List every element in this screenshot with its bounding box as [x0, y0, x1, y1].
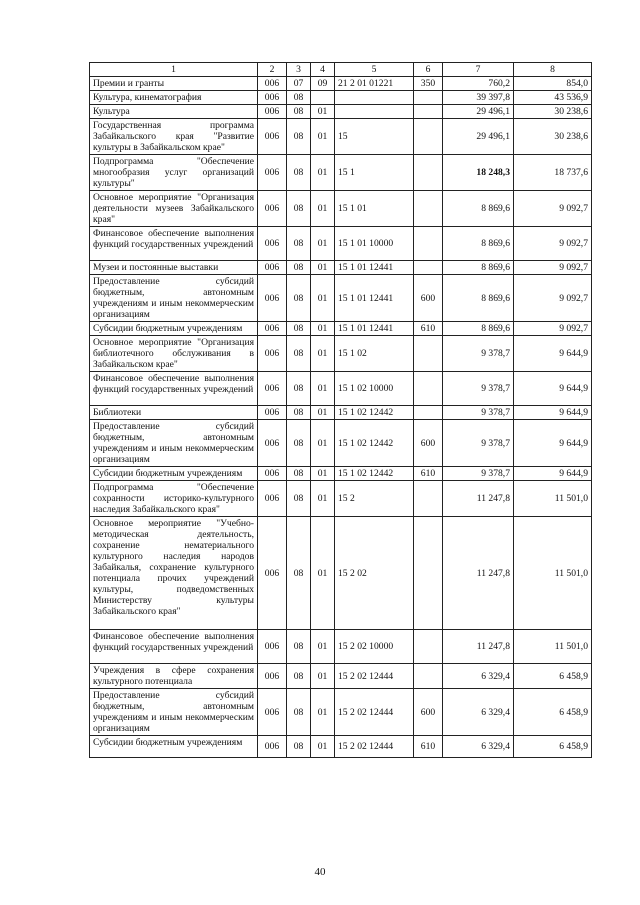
- cell-subsection: 09: [311, 77, 335, 91]
- cell-subsection: 01: [311, 406, 335, 420]
- cell-target-article: 15: [335, 119, 414, 155]
- cell-name: Предоставление субсидий бюджетным, автономным учреждениям и иным некоммерческим организациям: [90, 275, 258, 322]
- cell-subsection: 01: [311, 630, 335, 664]
- cell-subsection: 01: [311, 467, 335, 481]
- cell-subsection: 01: [311, 155, 335, 191]
- cell-section: 08: [287, 420, 311, 467]
- cell-expense-type: 600: [414, 689, 443, 736]
- cell-expense-type: [414, 664, 443, 689]
- cell-name: Основное мероприятие "Организация библиотечного обслуживания в Забайкальском крае": [90, 336, 258, 372]
- header-cell-expense-type: 6: [414, 63, 443, 77]
- cell-ministry-code: 006: [258, 77, 287, 91]
- cell-name: Культура, кинематография: [90, 91, 258, 105]
- cell-sum-col-8: 9 092,7: [514, 227, 592, 261]
- cell-ministry-code: 006: [258, 261, 287, 275]
- cell-expense-type: 600: [414, 420, 443, 467]
- cell-ministry-code: 006: [258, 119, 287, 155]
- cell-name: Государственная программа Забайкальского края "Развитие культуры в Забайкальском крае": [90, 119, 258, 155]
- cell-expense-type: [414, 191, 443, 227]
- cell-sum-col-8: 9 092,7: [514, 275, 592, 322]
- cell-ministry-code: 006: [258, 467, 287, 481]
- cell-sum-col-7: 18 248,3: [443, 155, 514, 191]
- header-cell-ministry-code: 2: [258, 63, 287, 77]
- cell-name: Основное мероприятие "Учебно-методическая деятельность, сохранение нематериального культурного наследия народов Забайкалья, сохранение культурного потенциала прочих учреждений культуры, подведомственных Министерству культуры Забайкальского края": [90, 517, 258, 630]
- cell-target-article: 15 1 02: [335, 336, 414, 372]
- cell-sum-col-7: 9 378,7: [443, 372, 514, 406]
- cell-sum-col-7: 6 329,4: [443, 689, 514, 736]
- cell-expense-type: 610: [414, 322, 443, 336]
- table-row: [90, 261, 592, 275]
- cell-target-article: 21 2 01 01221: [335, 77, 414, 91]
- header-cell-sum-col-8: 8: [514, 63, 592, 77]
- cell-sum-col-8: 9 092,7: [514, 191, 592, 227]
- cell-sum-col-8: 30 238,6: [514, 119, 592, 155]
- cell-name: Премии и гранты: [90, 77, 258, 91]
- cell-sum-col-7: 9 378,7: [443, 406, 514, 420]
- cell-name: Учреждения в сфере сохранения культурного потенциала: [90, 664, 258, 689]
- cell-target-article: 15 1 02 12442: [335, 406, 414, 420]
- cell-name: Субсидии бюджетным учреждениям: [90, 322, 258, 336]
- cell-name: Финансовое обеспечение выполнения функций государственных учреждений: [90, 630, 258, 664]
- cell-sum-col-8: 18 737,6: [514, 155, 592, 191]
- cell-expense-type: 610: [414, 467, 443, 481]
- cell-ministry-code: 006: [258, 736, 287, 758]
- cell-ministry-code: 006: [258, 372, 287, 406]
- cell-section: 08: [287, 119, 311, 155]
- cell-ministry-code: 006: [258, 517, 287, 630]
- cell-target-article: 15 2 02 12444: [335, 664, 414, 689]
- cell-expense-type: [414, 227, 443, 261]
- cell-subsection: 01: [311, 105, 335, 119]
- cell-section: 08: [287, 191, 311, 227]
- cell-sum-col-7: 8 869,6: [443, 322, 514, 336]
- cell-sum-col-7: 8 869,6: [443, 227, 514, 261]
- cell-sum-col-7: 760,2: [443, 77, 514, 91]
- table-row: [90, 191, 592, 227]
- table-row: [90, 119, 592, 155]
- cell-ministry-code: 006: [258, 91, 287, 105]
- cell-target-article: [335, 91, 414, 105]
- cell-ministry-code: 006: [258, 227, 287, 261]
- table-row: [90, 336, 592, 372]
- cell-subsection: [311, 91, 335, 105]
- cell-section: 07: [287, 77, 311, 91]
- cell-sum-col-8: 43 536,9: [514, 91, 592, 105]
- cell-expense-type: [414, 105, 443, 119]
- cell-sum-col-7: 8 869,6: [443, 275, 514, 322]
- cell-ministry-code: 006: [258, 191, 287, 227]
- header-cell-target-article: 5: [335, 63, 414, 77]
- cell-name: Субсидии бюджетным учреждениям: [90, 467, 258, 481]
- cell-ministry-code: 006: [258, 336, 287, 372]
- cell-sum-col-8: 11 501,0: [514, 517, 592, 630]
- cell-section: 08: [287, 275, 311, 322]
- cell-sum-col-8: 9 644,9: [514, 372, 592, 406]
- cell-expense-type: [414, 630, 443, 664]
- table-row: [90, 736, 592, 758]
- table-row: [90, 630, 592, 664]
- cell-subsection: 01: [311, 322, 335, 336]
- cell-subsection: 01: [311, 481, 335, 517]
- table-row: [90, 77, 592, 91]
- cell-section: 08: [287, 372, 311, 406]
- cell-name: Библиотеки: [90, 406, 258, 420]
- cell-sum-col-8: 9 644,9: [514, 336, 592, 372]
- cell-sum-col-8: 9 092,7: [514, 261, 592, 275]
- cell-expense-type: [414, 336, 443, 372]
- cell-target-article: 15 2 02 12444: [335, 736, 414, 758]
- cell-section: 08: [287, 664, 311, 689]
- cell-target-article: 15 2 02: [335, 517, 414, 630]
- cell-sum-col-7: 11 247,8: [443, 630, 514, 664]
- budget-table: [89, 62, 592, 758]
- cell-sum-col-8: 6 458,9: [514, 689, 592, 736]
- header-cell-subsection: 4: [311, 63, 335, 77]
- cell-expense-type: [414, 119, 443, 155]
- cell-ministry-code: 006: [258, 481, 287, 517]
- cell-target-article: 15 2 02 12444: [335, 689, 414, 736]
- cell-target-article: 15 2 02 10000: [335, 630, 414, 664]
- cell-expense-type: [414, 261, 443, 275]
- table-row: [90, 467, 592, 481]
- cell-name: Субсидии бюджетным учреждениям: [90, 736, 258, 758]
- cell-target-article: 15 1 01 12441: [335, 322, 414, 336]
- cell-subsection: 01: [311, 261, 335, 275]
- cell-sum-col-8: 9 644,9: [514, 406, 592, 420]
- table-row: [90, 372, 592, 406]
- cell-ministry-code: 006: [258, 420, 287, 467]
- cell-target-article: 15 1 02 12442: [335, 420, 414, 467]
- cell-sum-col-7: 8 869,6: [443, 261, 514, 275]
- cell-sum-col-8: 9 644,9: [514, 420, 592, 467]
- cell-sum-col-7: 11 247,8: [443, 517, 514, 630]
- cell-subsection: 01: [311, 227, 335, 261]
- cell-section: 08: [287, 105, 311, 119]
- cell-section: 08: [287, 261, 311, 275]
- cell-ministry-code: 006: [258, 406, 287, 420]
- cell-sum-col-7: 9 378,7: [443, 336, 514, 372]
- cell-name: Подпрограмма "Обеспечение сохранности историко-культурного наследия Забайкальского края": [90, 481, 258, 517]
- table-row: [90, 481, 592, 517]
- cell-section: 08: [287, 336, 311, 372]
- cell-section: 08: [287, 517, 311, 630]
- cell-subsection: 01: [311, 275, 335, 322]
- cell-expense-type: [414, 91, 443, 105]
- table-row: [90, 105, 592, 119]
- table-body: [90, 63, 592, 758]
- cell-target-article: [335, 105, 414, 119]
- table-header-row: [90, 63, 592, 77]
- cell-expense-type: [414, 372, 443, 406]
- cell-sum-col-7: 39 397,8: [443, 91, 514, 105]
- cell-target-article: 15 1 02 10000: [335, 372, 414, 406]
- cell-subsection: 01: [311, 664, 335, 689]
- cell-target-article: 15 1 01 12441: [335, 261, 414, 275]
- cell-section: 08: [287, 406, 311, 420]
- cell-expense-type: [414, 155, 443, 191]
- cell-ministry-code: 006: [258, 105, 287, 119]
- header-cell-name: 1: [90, 63, 258, 77]
- cell-subsection: 01: [311, 420, 335, 467]
- table-row: [90, 420, 592, 467]
- cell-sum-col-7: 11 247,8: [443, 481, 514, 517]
- cell-subsection: 01: [311, 336, 335, 372]
- cell-sum-col-7: 6 329,4: [443, 736, 514, 758]
- cell-name: Подпрограмма "Обеспечение многообразия услуг организаций культуры": [90, 155, 258, 191]
- cell-ministry-code: 006: [258, 322, 287, 336]
- cell-section: 08: [287, 227, 311, 261]
- cell-sum-col-8: 30 238,6: [514, 105, 592, 119]
- cell-expense-type: [414, 481, 443, 517]
- cell-sum-col-7: 29 496,1: [443, 119, 514, 155]
- cell-name: Культура: [90, 105, 258, 119]
- cell-expense-type: 350: [414, 77, 443, 91]
- cell-section: 08: [287, 91, 311, 105]
- cell-section: 08: [287, 155, 311, 191]
- cell-section: 08: [287, 630, 311, 664]
- cell-ministry-code: 006: [258, 275, 287, 322]
- cell-sum-col-8: 6 458,9: [514, 664, 592, 689]
- table-row: [90, 275, 592, 322]
- table-row: [90, 227, 592, 261]
- cell-subsection: 01: [311, 689, 335, 736]
- cell-target-article: 15 1 01 10000: [335, 227, 414, 261]
- cell-expense-type: 610: [414, 736, 443, 758]
- cell-section: 08: [287, 736, 311, 758]
- cell-target-article: 15 1 01 12441: [335, 275, 414, 322]
- cell-name: Предоставление субсидий бюджетным, автономным учреждениям и иным некоммерческим организациям: [90, 689, 258, 736]
- cell-section: 08: [287, 689, 311, 736]
- header-cell-sum-col-7: 7: [443, 63, 514, 77]
- cell-sum-col-7: 6 329,4: [443, 664, 514, 689]
- page-number: 40: [314, 866, 326, 878]
- cell-name: Предоставление субсидий бюджетным, автономным учреждениям и иным некоммерческим организациям: [90, 420, 258, 467]
- cell-sum-col-7: 9 378,7: [443, 420, 514, 467]
- cell-sum-col-8: 9 644,9: [514, 467, 592, 481]
- cell-target-article: 15 1: [335, 155, 414, 191]
- cell-sum-col-8: 11 501,0: [514, 630, 592, 664]
- cell-subsection: 01: [311, 119, 335, 155]
- cell-name: Музеи и постоянные выставки: [90, 261, 258, 275]
- cell-subsection: 01: [311, 191, 335, 227]
- table-row: [90, 689, 592, 736]
- cell-ministry-code: 006: [258, 689, 287, 736]
- cell-sum-col-7: 29 496,1: [443, 105, 514, 119]
- cell-expense-type: [414, 517, 443, 630]
- cell-target-article: 15 1 01: [335, 191, 414, 227]
- cell-sum-col-8: 6 458,9: [514, 736, 592, 758]
- cell-subsection: 01: [311, 372, 335, 406]
- cell-subsection: 01: [311, 517, 335, 630]
- cell-name: Финансовое обеспечение выполнения функций государственных учреждений: [90, 372, 258, 406]
- cell-ministry-code: 006: [258, 155, 287, 191]
- table-row: [90, 406, 592, 420]
- cell-sum-col-7: 8 869,6: [443, 191, 514, 227]
- table-row: [90, 517, 592, 630]
- cell-sum-col-8: 9 092,7: [514, 322, 592, 336]
- table-row: [90, 155, 592, 191]
- cell-expense-type: 600: [414, 275, 443, 322]
- cell-name: Финансовое обеспечение выполнения функций государственных учреждений: [90, 227, 258, 261]
- cell-target-article: 15 1 02 12442: [335, 467, 414, 481]
- cell-target-article: 15 2: [335, 481, 414, 517]
- cell-sum-col-8: 11 501,0: [514, 481, 592, 517]
- cell-section: 08: [287, 481, 311, 517]
- cell-sum-col-7: 9 378,7: [443, 467, 514, 481]
- cell-section: 08: [287, 322, 311, 336]
- header-cell-section: 3: [287, 63, 311, 77]
- table-row: [90, 664, 592, 689]
- cell-section: 08: [287, 467, 311, 481]
- cell-subsection: 01: [311, 736, 335, 758]
- table-row: [90, 91, 592, 105]
- table-row: [90, 322, 592, 336]
- cell-name: Основное мероприятие "Организация деятельности музеев Забайкальского края": [90, 191, 258, 227]
- cell-ministry-code: 006: [258, 664, 287, 689]
- cell-sum-col-8: 854,0: [514, 77, 592, 91]
- cell-expense-type: [414, 406, 443, 420]
- cell-ministry-code: 006: [258, 630, 287, 664]
